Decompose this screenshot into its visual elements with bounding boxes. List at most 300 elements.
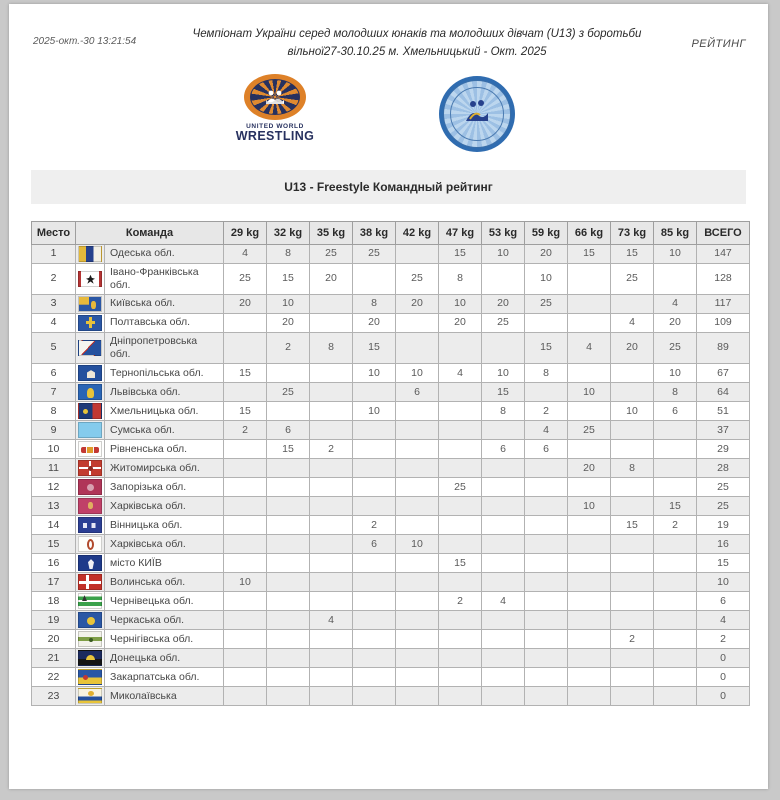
score-cell bbox=[654, 421, 697, 440]
flag-cell bbox=[76, 402, 105, 421]
score-cell: 15 bbox=[439, 554, 482, 573]
score-cell bbox=[568, 592, 611, 611]
score-cell bbox=[568, 649, 611, 668]
report-title-line1: Чемпіонат України серед молодших юнаків та молодших дівчат (U13) з боротьби bbox=[192, 28, 642, 40]
score-cell bbox=[482, 554, 525, 573]
score-cell bbox=[654, 459, 697, 478]
score-cell bbox=[396, 332, 439, 363]
score-cell: 4 bbox=[654, 294, 697, 313]
score-cell bbox=[353, 497, 396, 516]
place-cell: 13 bbox=[32, 497, 76, 516]
score-cell bbox=[439, 649, 482, 668]
flag-cell bbox=[76, 668, 105, 687]
place-cell: 2 bbox=[32, 263, 76, 294]
score-cell: 10 bbox=[525, 263, 568, 294]
place-cell: 16 bbox=[32, 554, 76, 573]
total-cell: 128 bbox=[697, 263, 750, 294]
total-cell: 67 bbox=[697, 364, 750, 383]
score-cell bbox=[224, 535, 267, 554]
score-cell: 8 bbox=[310, 332, 353, 363]
table-row bbox=[32, 364, 750, 383]
score-cell: 10 bbox=[353, 364, 396, 383]
flag-cell bbox=[76, 592, 105, 611]
place-cell: 5 bbox=[32, 332, 76, 363]
table-row bbox=[32, 421, 750, 440]
score-cell bbox=[568, 313, 611, 332]
score-cell bbox=[568, 554, 611, 573]
table-row bbox=[32, 687, 750, 706]
flag-cell bbox=[76, 687, 105, 706]
score-cell bbox=[224, 516, 267, 535]
table-row bbox=[32, 497, 750, 516]
flag-cell bbox=[76, 383, 105, 402]
score-cell bbox=[396, 592, 439, 611]
score-cell bbox=[353, 440, 396, 459]
chernihiv-oblast-flag bbox=[78, 631, 102, 647]
score-cell: 10 bbox=[654, 364, 697, 383]
score-cell bbox=[482, 516, 525, 535]
team-name-cell: Рівненська обл. bbox=[105, 440, 224, 459]
score-cell: 20 bbox=[267, 313, 310, 332]
score-cell bbox=[310, 459, 353, 478]
team-name-cell: Сумська обл. bbox=[105, 421, 224, 440]
score-cell bbox=[568, 263, 611, 294]
table-row bbox=[32, 244, 750, 263]
score-cell bbox=[611, 687, 654, 706]
score-cell: 2 bbox=[353, 516, 396, 535]
col-header-weight: 38 kg bbox=[353, 221, 396, 244]
score-cell bbox=[396, 244, 439, 263]
score-cell: 2 bbox=[439, 592, 482, 611]
total-cell: 89 bbox=[697, 332, 750, 363]
score-cell: 2 bbox=[310, 440, 353, 459]
lviv-oblast-flag bbox=[78, 384, 102, 400]
score-cell bbox=[224, 383, 267, 402]
score-cell bbox=[267, 573, 310, 592]
score-cell bbox=[654, 263, 697, 294]
flag-cell bbox=[76, 294, 105, 313]
score-cell bbox=[482, 332, 525, 363]
score-cell bbox=[568, 402, 611, 421]
score-cell: 20 bbox=[568, 459, 611, 478]
score-cell bbox=[654, 668, 697, 687]
score-cell: 20 bbox=[439, 313, 482, 332]
flag-cell bbox=[76, 313, 105, 332]
team-name-cell: Хмельницька обл. bbox=[105, 402, 224, 421]
score-cell bbox=[525, 573, 568, 592]
score-cell bbox=[353, 687, 396, 706]
score-cell: 25 bbox=[310, 244, 353, 263]
score-cell bbox=[482, 263, 525, 294]
score-cell bbox=[353, 592, 396, 611]
place-cell: 10 bbox=[32, 440, 76, 459]
score-cell: 25 bbox=[396, 263, 439, 294]
score-cell bbox=[310, 383, 353, 402]
flag-cell bbox=[76, 478, 105, 497]
score-cell bbox=[310, 649, 353, 668]
kharkiv-emblem-flag bbox=[78, 536, 102, 552]
logos-row bbox=[9, 74, 768, 158]
score-cell bbox=[525, 687, 568, 706]
team-name-cell: Харківська обл. bbox=[105, 497, 224, 516]
score-cell bbox=[267, 535, 310, 554]
score-cell: 8 bbox=[439, 263, 482, 294]
score-cell bbox=[611, 383, 654, 402]
place-cell: 21 bbox=[32, 649, 76, 668]
score-cell bbox=[525, 535, 568, 554]
score-cell bbox=[224, 687, 267, 706]
place-cell: 6 bbox=[32, 364, 76, 383]
score-cell bbox=[396, 649, 439, 668]
sumy-oblast-flag bbox=[78, 422, 102, 438]
total-cell: 64 bbox=[697, 383, 750, 402]
score-cell: 25 bbox=[224, 263, 267, 294]
score-cell bbox=[439, 516, 482, 535]
score-cell bbox=[611, 421, 654, 440]
score-cell: 20 bbox=[482, 294, 525, 313]
team-name-cell: Житомирська обл. bbox=[105, 459, 224, 478]
score-cell: 25 bbox=[525, 294, 568, 313]
score-cell: 10 bbox=[482, 244, 525, 263]
score-cell bbox=[482, 573, 525, 592]
col-header-place: Место bbox=[32, 221, 76, 244]
total-cell: 117 bbox=[697, 294, 750, 313]
score-cell bbox=[396, 478, 439, 497]
total-cell: 25 bbox=[697, 497, 750, 516]
score-cell: 8 bbox=[654, 383, 697, 402]
score-cell: 10 bbox=[568, 383, 611, 402]
place-cell: 8 bbox=[32, 402, 76, 421]
total-cell: 29 bbox=[697, 440, 750, 459]
score-cell bbox=[654, 630, 697, 649]
score-cell bbox=[267, 497, 310, 516]
score-cell bbox=[525, 611, 568, 630]
score-cell bbox=[482, 649, 525, 668]
score-cell bbox=[568, 294, 611, 313]
score-cell bbox=[310, 402, 353, 421]
table-row bbox=[32, 535, 750, 554]
score-cell: 15 bbox=[267, 440, 310, 459]
score-cell bbox=[568, 516, 611, 535]
score-cell bbox=[611, 592, 654, 611]
score-cell bbox=[310, 668, 353, 687]
score-cell: 15 bbox=[525, 332, 568, 363]
score-cell bbox=[396, 573, 439, 592]
col-header-weight: 47 kg bbox=[439, 221, 482, 244]
place-cell: 7 bbox=[32, 383, 76, 402]
volyn-oblast-flag bbox=[78, 574, 102, 590]
team-name-cell: Київська обл. bbox=[105, 294, 224, 313]
place-cell: 17 bbox=[32, 573, 76, 592]
col-header-weight: 42 kg bbox=[396, 221, 439, 244]
total-cell: 16 bbox=[697, 535, 750, 554]
zakarpattia-oblast-flag bbox=[78, 669, 102, 685]
score-cell bbox=[611, 497, 654, 516]
uww-text-united-world: UNITED WORLD bbox=[246, 122, 304, 130]
col-header-total: ВСЕГО bbox=[697, 221, 750, 244]
score-cell bbox=[267, 649, 310, 668]
score-cell bbox=[568, 535, 611, 554]
score-cell bbox=[482, 630, 525, 649]
score-cell bbox=[439, 402, 482, 421]
score-cell: 2 bbox=[224, 421, 267, 440]
table-row bbox=[32, 554, 750, 573]
table-row bbox=[32, 440, 750, 459]
col-header-weight: 32 kg bbox=[267, 221, 310, 244]
score-cell bbox=[353, 649, 396, 668]
score-cell: 8 bbox=[525, 364, 568, 383]
score-cell bbox=[267, 364, 310, 383]
score-cell bbox=[267, 554, 310, 573]
vinnytsia-oblast-flag bbox=[78, 517, 102, 533]
score-cell bbox=[353, 263, 396, 294]
score-cell bbox=[310, 630, 353, 649]
score-cell bbox=[310, 592, 353, 611]
score-cell bbox=[396, 313, 439, 332]
team-name-cell: Дніпропетровська обл. bbox=[105, 332, 224, 363]
score-cell: 25 bbox=[439, 478, 482, 497]
score-cell bbox=[568, 630, 611, 649]
score-cell bbox=[568, 440, 611, 459]
table-header-row bbox=[32, 221, 750, 244]
score-cell bbox=[654, 440, 697, 459]
score-cell: 20 bbox=[525, 244, 568, 263]
score-cell bbox=[654, 649, 697, 668]
flag-cell bbox=[76, 459, 105, 478]
score-cell bbox=[482, 611, 525, 630]
flag-cell bbox=[76, 421, 105, 440]
score-cell bbox=[310, 294, 353, 313]
score-cell bbox=[439, 630, 482, 649]
score-cell: 15 bbox=[568, 244, 611, 263]
score-cell: 25 bbox=[482, 313, 525, 332]
col-header-weight: 35 kg bbox=[310, 221, 353, 244]
score-cell bbox=[611, 364, 654, 383]
score-cell bbox=[396, 459, 439, 478]
score-cell bbox=[525, 592, 568, 611]
score-cell: 6 bbox=[267, 421, 310, 440]
score-cell bbox=[396, 554, 439, 573]
score-cell bbox=[482, 459, 525, 478]
uww-oval-emblem bbox=[244, 74, 306, 120]
score-cell: 6 bbox=[654, 402, 697, 421]
score-cell bbox=[310, 364, 353, 383]
score-cell bbox=[224, 440, 267, 459]
score-cell: 4 bbox=[482, 592, 525, 611]
table-row bbox=[32, 573, 750, 592]
place-cell: 3 bbox=[32, 294, 76, 313]
zhytomyr-oblast-flag bbox=[78, 460, 102, 476]
flag-cell bbox=[76, 364, 105, 383]
table-row bbox=[32, 592, 750, 611]
table-row bbox=[32, 313, 750, 332]
score-cell bbox=[224, 478, 267, 497]
score-cell bbox=[396, 630, 439, 649]
score-cell bbox=[482, 687, 525, 706]
score-cell bbox=[654, 573, 697, 592]
score-cell bbox=[654, 611, 697, 630]
dnipropetrovsk-oblast-flag bbox=[78, 340, 102, 356]
table-row bbox=[32, 516, 750, 535]
score-cell bbox=[439, 611, 482, 630]
score-cell bbox=[310, 478, 353, 497]
total-cell: 28 bbox=[697, 459, 750, 478]
team-name-cell: Чернівецька обл. bbox=[105, 592, 224, 611]
rivne-oblast-flag bbox=[78, 441, 102, 457]
donetsk-oblast-flag bbox=[78, 650, 102, 666]
flag-cell bbox=[76, 630, 105, 649]
score-cell bbox=[224, 332, 267, 363]
score-cell: 4 bbox=[224, 244, 267, 263]
score-cell: 8 bbox=[267, 244, 310, 263]
score-cell bbox=[525, 630, 568, 649]
score-cell bbox=[611, 294, 654, 313]
score-cell bbox=[396, 421, 439, 440]
score-cell: 10 bbox=[396, 364, 439, 383]
score-cell bbox=[224, 630, 267, 649]
report-page bbox=[9, 4, 768, 789]
score-cell bbox=[267, 668, 310, 687]
team-name-cell: Черкаська обл. bbox=[105, 611, 224, 630]
place-cell: 19 bbox=[32, 611, 76, 630]
score-cell bbox=[353, 478, 396, 497]
score-cell bbox=[310, 573, 353, 592]
wrestlers-icon bbox=[262, 88, 288, 106]
score-cell bbox=[224, 611, 267, 630]
timestamp: 2025-окт.-30 13:21:54 bbox=[33, 36, 137, 47]
score-cell: 10 bbox=[482, 364, 525, 383]
score-cell: 20 bbox=[224, 294, 267, 313]
score-cell: 4 bbox=[568, 332, 611, 363]
score-cell: 6 bbox=[353, 535, 396, 554]
score-cell bbox=[353, 383, 396, 402]
report-header bbox=[9, 4, 768, 62]
table-row bbox=[32, 649, 750, 668]
score-cell bbox=[439, 440, 482, 459]
score-cell bbox=[568, 611, 611, 630]
odesa-oblast-flag bbox=[78, 246, 102, 262]
score-cell: 10 bbox=[654, 244, 697, 263]
place-cell: 11 bbox=[32, 459, 76, 478]
score-cell bbox=[224, 313, 267, 332]
ternopil-oblast-flag bbox=[78, 365, 102, 381]
total-cell: 0 bbox=[697, 668, 750, 687]
team-name-cell: Донецька обл. bbox=[105, 649, 224, 668]
score-cell bbox=[267, 687, 310, 706]
score-cell bbox=[525, 668, 568, 687]
score-cell: 25 bbox=[353, 244, 396, 263]
score-cell bbox=[396, 440, 439, 459]
total-cell: 0 bbox=[697, 687, 750, 706]
score-cell bbox=[224, 668, 267, 687]
score-cell: 25 bbox=[267, 383, 310, 402]
flag-cell bbox=[76, 535, 105, 554]
score-cell: 6 bbox=[396, 383, 439, 402]
score-cell bbox=[310, 687, 353, 706]
table-row bbox=[32, 459, 750, 478]
kharkiv-oblast-flag bbox=[78, 498, 102, 514]
score-cell: 10 bbox=[568, 497, 611, 516]
col-header-weight: 29 kg bbox=[224, 221, 267, 244]
score-cell bbox=[482, 497, 525, 516]
total-cell: 0 bbox=[697, 649, 750, 668]
wrestlers-badge-icon bbox=[460, 97, 494, 130]
team-name-cell: Львівська обл. bbox=[105, 383, 224, 402]
score-cell bbox=[611, 649, 654, 668]
rating-table bbox=[31, 221, 750, 707]
score-cell bbox=[654, 478, 697, 497]
score-cell: 4 bbox=[310, 611, 353, 630]
flag-cell bbox=[76, 611, 105, 630]
score-cell bbox=[525, 516, 568, 535]
score-cell bbox=[611, 573, 654, 592]
score-cell bbox=[568, 364, 611, 383]
score-cell bbox=[310, 535, 353, 554]
score-cell: 15 bbox=[439, 244, 482, 263]
section-title: U13 - Freestyle Командный рейтинг bbox=[284, 179, 493, 194]
flag-cell bbox=[76, 573, 105, 592]
score-cell bbox=[611, 668, 654, 687]
score-cell: 15 bbox=[654, 497, 697, 516]
score-cell bbox=[525, 383, 568, 402]
score-cell: 20 bbox=[611, 332, 654, 363]
score-cell: 4 bbox=[525, 421, 568, 440]
mykolaiv-oblast-flag bbox=[78, 688, 102, 704]
score-cell: 10 bbox=[267, 294, 310, 313]
score-cell: 25 bbox=[568, 421, 611, 440]
score-cell bbox=[525, 313, 568, 332]
score-cell: 10 bbox=[611, 402, 654, 421]
flag-cell bbox=[76, 263, 105, 294]
team-name-cell: Полтавська обл. bbox=[105, 313, 224, 332]
score-cell: 2 bbox=[525, 402, 568, 421]
place-cell: 1 bbox=[32, 244, 76, 263]
score-cell bbox=[482, 421, 525, 440]
score-cell bbox=[439, 332, 482, 363]
score-cell bbox=[267, 592, 310, 611]
score-cell bbox=[224, 554, 267, 573]
score-cell bbox=[267, 402, 310, 421]
score-cell bbox=[568, 668, 611, 687]
team-name-cell: Волинська обл. bbox=[105, 573, 224, 592]
place-cell: 23 bbox=[32, 687, 76, 706]
score-cell bbox=[310, 516, 353, 535]
score-cell bbox=[353, 668, 396, 687]
table-row bbox=[32, 611, 750, 630]
poltava-oblast-flag bbox=[78, 315, 102, 331]
table-row bbox=[32, 478, 750, 497]
score-cell bbox=[439, 687, 482, 706]
kyiv-oblast-flag bbox=[78, 296, 102, 312]
team-name-cell: Миколаївська bbox=[105, 687, 224, 706]
total-cell: 19 bbox=[697, 516, 750, 535]
score-cell bbox=[525, 478, 568, 497]
score-cell bbox=[611, 535, 654, 554]
flag-cell bbox=[76, 440, 105, 459]
col-header-weight: 59 kg bbox=[525, 221, 568, 244]
score-cell: 15 bbox=[611, 244, 654, 263]
score-cell bbox=[224, 592, 267, 611]
table-row bbox=[32, 668, 750, 687]
score-cell: 6 bbox=[482, 440, 525, 459]
score-cell bbox=[568, 573, 611, 592]
score-cell bbox=[267, 611, 310, 630]
score-cell bbox=[224, 649, 267, 668]
score-cell: 15 bbox=[224, 364, 267, 383]
score-cell: 10 bbox=[224, 573, 267, 592]
total-cell: 109 bbox=[697, 313, 750, 332]
score-cell bbox=[482, 478, 525, 497]
